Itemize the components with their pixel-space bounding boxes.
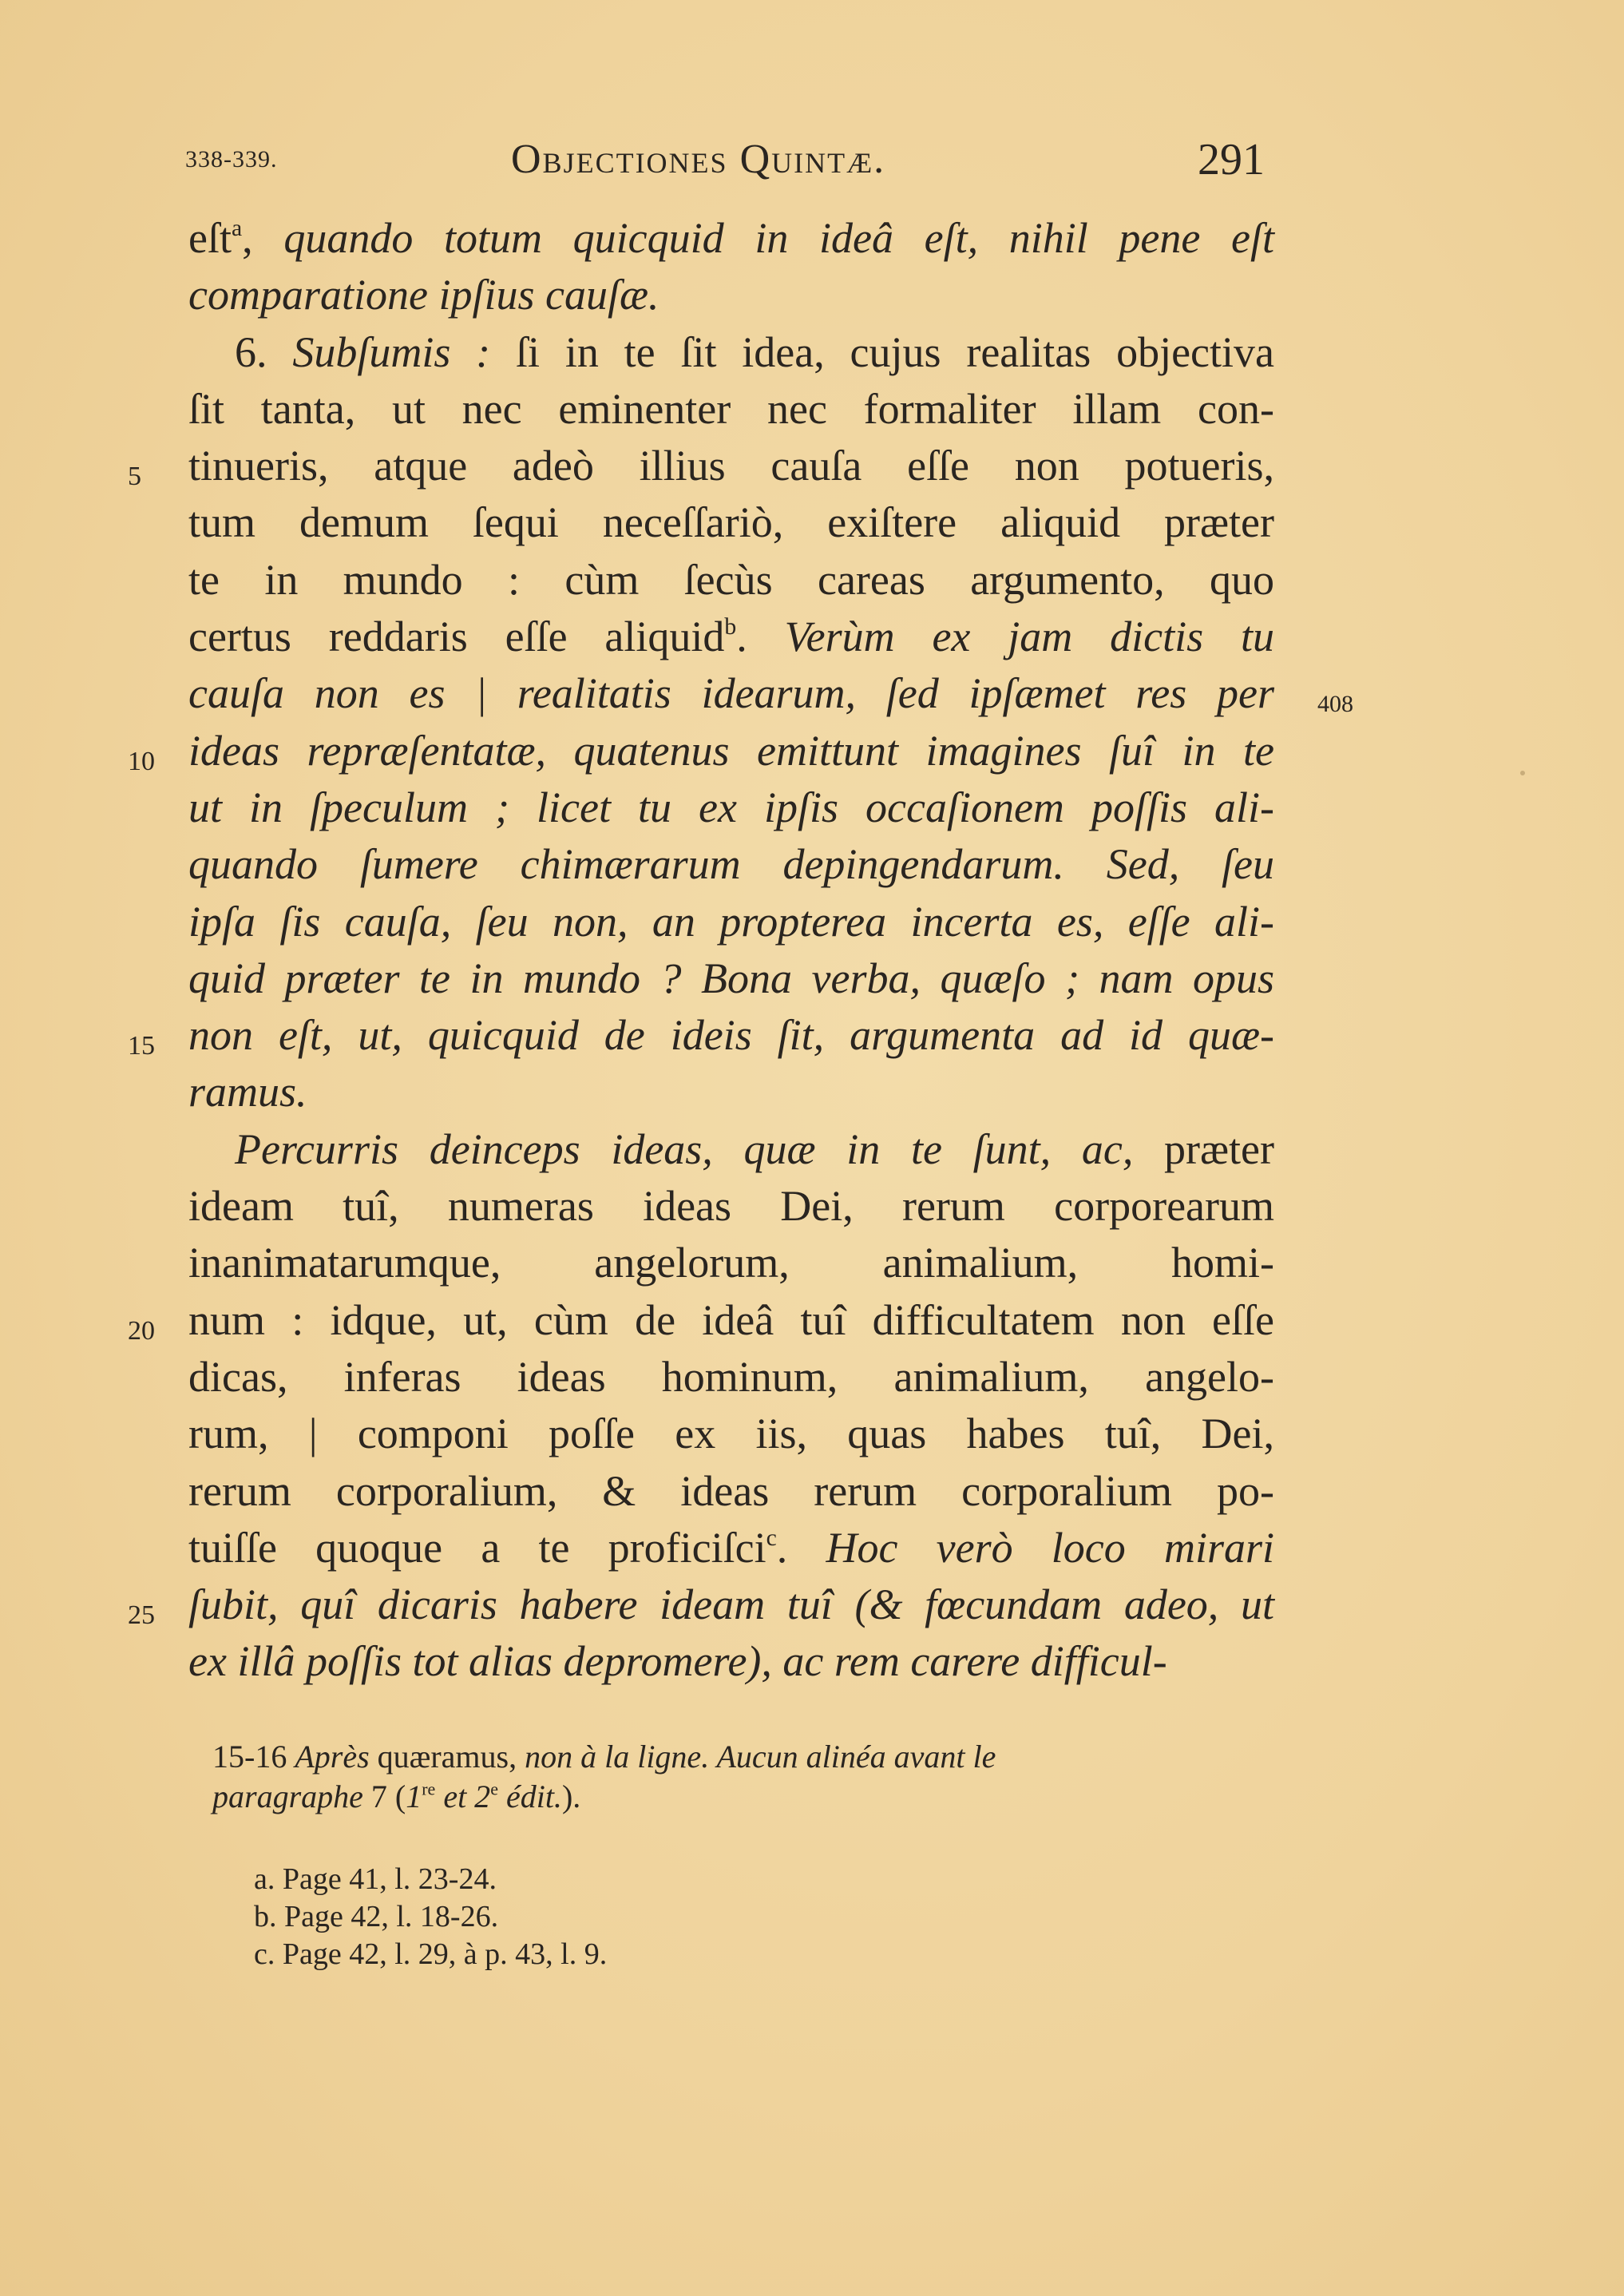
- line-number: 5: [128, 462, 141, 491]
- text-run: ſit tanta, ut nec eminenter nec formaliter illam con-: [188, 384, 1274, 433]
- footnote: c. Page 42, l. 29, à p. 43, l. 9.: [254, 1937, 608, 1971]
- line-number: 25: [128, 1600, 155, 1630]
- running-head-page-range: 338-339.: [185, 146, 278, 172]
- text-line: [188, 1406, 1274, 1462]
- text-run: ex illâ poſſis tot alias depromere), ac rem carere difficul-: [188, 1637, 1167, 1686]
- text-line: [188, 494, 1274, 551]
- footnote: a. Page 41, l. 23-24.: [254, 1862, 497, 1896]
- line-number: 15: [128, 1031, 155, 1061]
- text-line: [188, 438, 1274, 494]
- text-run: rum, | componi poſſe ex iis, quas habes tuî, Dei,: [188, 1410, 1274, 1458]
- text-run: non à la ligne. Aucun alinéa avant le: [525, 1739, 996, 1775]
- text-line: [188, 1520, 1274, 1576]
- text-line: [188, 1121, 1274, 1178]
- footnote-marker: a: [231, 216, 243, 242]
- text-line: [188, 950, 1274, 1007]
- text-line: [188, 723, 1274, 779]
- text-run: eſt: [188, 214, 232, 262]
- text-line: [188, 381, 1274, 438]
- running-head-title: Objectiones Quintæ.: [511, 137, 886, 182]
- text-run: dicas, inferas ideas hominum, animalium, angelo-: [188, 1352, 1274, 1401]
- text-run: quando totum quicquid in ideâ eſt, nihil pene eſt: [283, 214, 1275, 262]
- text-line: [188, 894, 1274, 950]
- text-run: Subſumis :: [292, 327, 491, 376]
- text-run: ideas repræſentatæ, quatenus emittunt imagines ſuî in te: [188, 726, 1274, 775]
- text-run: 6.: [235, 327, 293, 376]
- footnote-marker: e: [490, 1779, 498, 1799]
- text-line: [188, 779, 1274, 836]
- text-run: tuiſſe quoque a te proficiſci: [188, 1523, 766, 1572]
- paper-speck: [1520, 771, 1525, 775]
- text-line: [188, 1064, 1274, 1120]
- text-line: [188, 1178, 1274, 1235]
- text-line: [188, 1463, 1274, 1520]
- text-run: ).: [561, 1779, 581, 1814]
- text-run: tum demum ſequi neceſſariò, exiſtere aliquid præter: [188, 498, 1274, 547]
- text-line: [188, 665, 1274, 722]
- text-run: quæramus,: [369, 1739, 525, 1775]
- text-run: .: [776, 1523, 826, 1572]
- footnote-marker: b: [724, 614, 737, 640]
- text-run: paragraphe: [212, 1779, 363, 1814]
- text-run: inanimatarumque, angelorum, animalium, homi-: [188, 1239, 1274, 1287]
- text-run: .: [736, 613, 785, 661]
- text-run: Percurris deinceps ideas, quæ in te ſunt, ac,: [235, 1124, 1134, 1173]
- text-run: 7 (: [362, 1779, 406, 1814]
- line-number: 10: [128, 747, 155, 776]
- text-run: præter: [1133, 1124, 1274, 1173]
- text-run: édit.: [497, 1779, 562, 1814]
- text-line: [188, 267, 1274, 323]
- text-run: ſubit, quî dicaris habere ideam tuî (& fœcundam adeo, ut: [188, 1580, 1274, 1629]
- text-run: Hoc verò loco mirari: [826, 1523, 1274, 1572]
- footnote-marker: re: [422, 1779, 436, 1799]
- text-line: [188, 552, 1274, 609]
- text-run: te in mundo : cùm ſecùs careas argumento, quo: [188, 555, 1274, 604]
- text-run: rerum corporalium, & ideas rerum corporalium po-: [188, 1466, 1274, 1515]
- text-run: ,: [242, 214, 284, 262]
- text-run: 1: [406, 1779, 422, 1814]
- text-run: 15-16: [212, 1739, 295, 1775]
- text-line: [188, 1576, 1274, 1633]
- text-run: tinueris, atque adeò illius cauſa eſſe non potueris,: [188, 442, 1274, 490]
- text-line: [188, 836, 1274, 893]
- text-line: [188, 1349, 1274, 1406]
- text-line: [188, 1007, 1274, 1064]
- page-number: 291: [1198, 135, 1265, 184]
- variant-note-line: [212, 1737, 1298, 1777]
- footnote-marker: c: [766, 1525, 777, 1552]
- text-run: ſi in te ſit idea, cujus realitas objectiva: [490, 327, 1275, 376]
- text-line: [188, 1235, 1274, 1291]
- text-run: comparatione ipſius cauſæ.: [188, 271, 660, 319]
- text-line: [188, 609, 1274, 665]
- text-run: ipſa ſis cauſa, ſeu non, an propterea incerta es, eſſe ali-: [188, 897, 1274, 946]
- text-line: [188, 210, 1274, 267]
- variant-note-line: [212, 1777, 1298, 1817]
- main-text: [188, 210, 1274, 1691]
- text-run: ideam tuî, numeras ideas Dei, rerum corporearum: [188, 1182, 1274, 1231]
- text-line: [188, 324, 1274, 381]
- footnotes: [254, 1861, 607, 1973]
- margin-page-reference: 408: [1317, 691, 1353, 717]
- text-line: [188, 1292, 1274, 1349]
- line-number: 20: [128, 1316, 155, 1346]
- text-run: Après: [295, 1739, 370, 1775]
- footnote: b. Page 42, l. 18-26.: [254, 1900, 499, 1933]
- text-run: num : idque, ut, cùm de ideâ tuî difficultatem non eſſe: [188, 1295, 1274, 1344]
- text-run: non eſt, ut, quicquid de ideis ſit, argumenta ad id quæ-: [188, 1011, 1274, 1060]
- text-run: quando ſumere chimærarum depingendarum. Sed, ſeu: [188, 840, 1274, 889]
- text-run: et 2: [435, 1779, 491, 1814]
- variant-note: [212, 1737, 1298, 1817]
- text-run: certus reddaris eſſe aliquid: [188, 613, 725, 661]
- text-run: ramus.: [188, 1068, 307, 1116]
- text-run: quid præter te in mundo ? Bona verba, quæſo ; nam opus: [188, 954, 1274, 1002]
- text-run: ut in ſpeculum ; licet tu ex ipſis occaſionem poſſis ali-: [188, 783, 1274, 831]
- text-run: cauſa non es | realitatis idearum, ſed ipſæmet res per: [188, 669, 1274, 718]
- text-line: [188, 1633, 1274, 1690]
- text-run: Verùm ex jam dictis tu: [784, 613, 1274, 661]
